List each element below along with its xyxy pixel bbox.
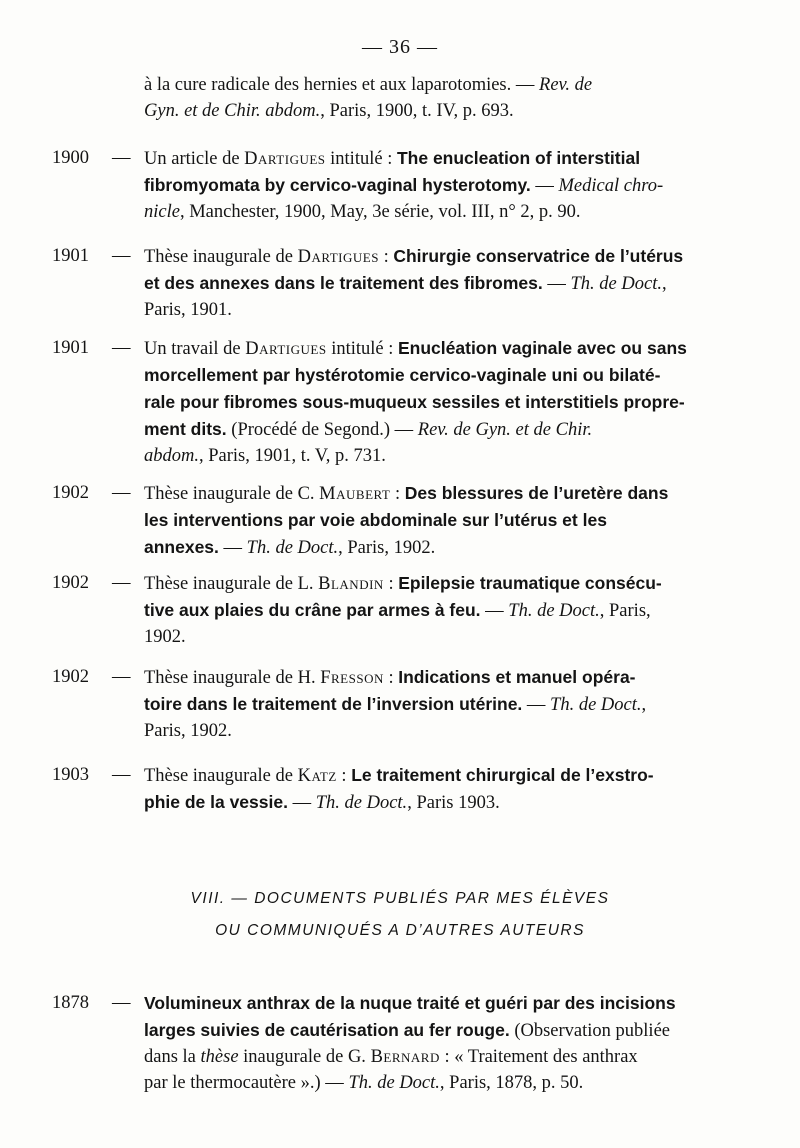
entry-text: Un travail de — [144, 339, 246, 359]
bibliography-entry — [52, 664, 702, 744]
entry-text: — — [287, 793, 316, 813]
entry-title: Enucléation vaginale avec ou sans — [398, 338, 687, 358]
bibliography-entry — [52, 145, 702, 225]
intro-continuation — [52, 72, 702, 124]
entry-text: : — [390, 484, 405, 504]
entry-year: 1900 — [52, 148, 89, 168]
entry-dash: — — [112, 765, 131, 785]
entry-year: 1902 — [52, 483, 89, 503]
entry-text: , — [661, 274, 667, 294]
author-name: Blandin — [318, 574, 384, 594]
entry-text: Thèse inaugurale de C. — [144, 484, 320, 504]
entry-year: 1901 — [52, 338, 89, 358]
journal-name: Th. de Doct. — [246, 538, 339, 558]
entry-text: , — [641, 695, 647, 715]
entry-text: intitulé : — [326, 339, 398, 359]
entry-title: Epilepsie traumatique consécu- — [398, 573, 662, 593]
author-name: Bernard — [370, 1047, 440, 1067]
entry-title: ment dits. — [144, 419, 227, 439]
entry-year: 1901 — [52, 246, 89, 266]
entry-ref: , Paris, 1902. — [338, 538, 436, 558]
section-heading-line2: OU COMMUNIQUÉS A D’AUTRES AUTEURS — [215, 922, 585, 939]
entry-text: : — [378, 247, 394, 267]
bibliography-entry — [52, 570, 702, 650]
entry-title: Volumineux anthrax de la nuque traité et guéri par des incisions — [144, 993, 676, 1013]
author-name: Dartigues — [297, 247, 379, 267]
entry-text: dans la — [144, 1047, 201, 1067]
bibliography-entry — [52, 990, 702, 1096]
entry-title: fibromyomata by cervico-vaginal hysterotomy. — [144, 175, 531, 195]
entry-text: Thèse inaugurale de L. — [144, 574, 319, 594]
entry-ref: 1902. — [144, 627, 186, 647]
entry-title: phie de la vessie. — [144, 792, 288, 812]
entry-text: — — [522, 695, 551, 715]
entry-year: 1903 — [52, 765, 89, 785]
entry-text: Thèse inaugurale de — [144, 766, 298, 786]
entry-title: Le traitement chirurgical de l’exstro- — [351, 765, 654, 785]
journal-name: Rev. de Gyn. et de Chir. — [417, 420, 593, 440]
entry-text: Un article de — [144, 149, 245, 169]
entry-text: : « Traitement des anthrax — [439, 1047, 638, 1067]
page-number: — 36 — — [362, 36, 438, 58]
intro-journal-cont: Gyn. et de Chir. abdom. — [144, 101, 321, 121]
entry-dash: — — [112, 573, 131, 593]
entry-text: Thèse inaugurale de H. — [144, 668, 321, 688]
journal-name: Medical chro- — [558, 176, 664, 196]
entry-year: 1878 — [52, 993, 89, 1013]
entry-dash: — — [112, 246, 131, 266]
entry-ref: Paris, 1902. — [144, 721, 232, 741]
bibliography-entry — [52, 243, 702, 323]
entry-title: annexes. — [144, 537, 219, 557]
entry-text: : — [383, 574, 399, 594]
entry-title: The enucleation of interstitial — [396, 148, 641, 168]
entry-text: par le thermocautère ».) — — [144, 1073, 349, 1093]
intro-text: à la cure radicale des hernies et aux laparotomies. — — [144, 75, 535, 95]
journal-name: Th. de Doct. — [570, 274, 662, 294]
author-name: Dartigues — [244, 149, 326, 169]
entry-text: : — [383, 668, 399, 688]
bibliography-entry — [52, 762, 702, 816]
author-name: Dartigues — [245, 339, 327, 359]
entry-text: Thèse inaugurale de — [144, 247, 298, 267]
journal-name: Th. de Doct. — [348, 1073, 440, 1093]
author-name: Fresson — [320, 668, 384, 688]
entry-ref: , Paris 1903. — [407, 793, 500, 813]
entry-dash: — — [112, 483, 131, 503]
entry-dash: — — [112, 148, 131, 168]
entry-year: 1902 — [52, 667, 89, 687]
intro-ref: , Paris, 1900, t. IV, p. 693. — [320, 101, 514, 121]
entry-text: intitulé : — [325, 149, 397, 169]
entry-text: — — [530, 176, 559, 196]
entry-text: (Procédé de Segond.) — — [226, 420, 418, 440]
bibliography-entry — [52, 335, 702, 469]
entry-dash: — — [112, 338, 131, 358]
entry-text: : — [336, 766, 352, 786]
entry-title: et des annexes dans le traitement des fibromes. — [144, 273, 543, 293]
journal-name: Th. de Doct. — [508, 601, 600, 621]
entry-title: les interventions par voie abdominale sur l’utérus et les — [144, 510, 607, 530]
entry-text: inaugurale de G. — [238, 1047, 371, 1067]
entry-title: Chirurgie conservatrice de l’utérus — [393, 246, 684, 266]
entry-year: 1902 — [52, 573, 89, 593]
entry-dash: — — [112, 667, 131, 687]
entry-ref: , Manchester, 1900, May, 3e série, vol. III, n° 2, p. 90. — [179, 202, 581, 222]
entry-ref: , Paris, 1901, t. V, p. 731. — [199, 446, 386, 466]
entry-text: — — [542, 274, 571, 294]
journal-name: nicle — [144, 202, 180, 222]
entry-title: toire dans le traitement de l’inversion utérine. — [144, 694, 523, 714]
entry-title: Des blessures de l’uretère dans — [404, 483, 669, 503]
entry-title: morcellement par hystérotomie cervico-vaginale uni ou bilaté- — [144, 365, 661, 385]
journal-name: abdom. — [144, 446, 199, 466]
entry-title: tive aux plaies du crâne par armes à feu. — [144, 600, 481, 620]
entry-ref: , Paris, — [599, 601, 651, 621]
bibliography-entry — [52, 480, 702, 561]
journal-name: Th. de Doct. — [550, 695, 642, 715]
entry-title: larges suivies de cautérisation au fer rouge. — [144, 1020, 510, 1040]
entry-ref: , Paris, 1878, p. 50. — [439, 1073, 584, 1093]
entry-text: (Observation publiée — [509, 1021, 670, 1041]
entry-title: rale pour fibromes sous-muqueux sessiles et interstitiels propre- — [144, 392, 685, 412]
entry-dash: — — [112, 993, 131, 1013]
entry-text: — — [480, 601, 509, 621]
journal-name: Th. de Doct. — [315, 793, 408, 813]
section-heading-line1: VIII. — DOCUMENTS PUBLIÉS PAR MES ÉLÈVES — [190, 890, 610, 907]
entry-text: — — [218, 538, 247, 558]
author-name: Katz — [297, 766, 337, 786]
intro-journal: Rev. de — [539, 75, 593, 95]
entry-title: Indications et manuel opéra- — [398, 667, 636, 687]
entry-ref: Paris, 1901. — [144, 300, 232, 320]
author-name: Maubert — [319, 484, 391, 504]
entry-text: thèse — [200, 1047, 239, 1067]
